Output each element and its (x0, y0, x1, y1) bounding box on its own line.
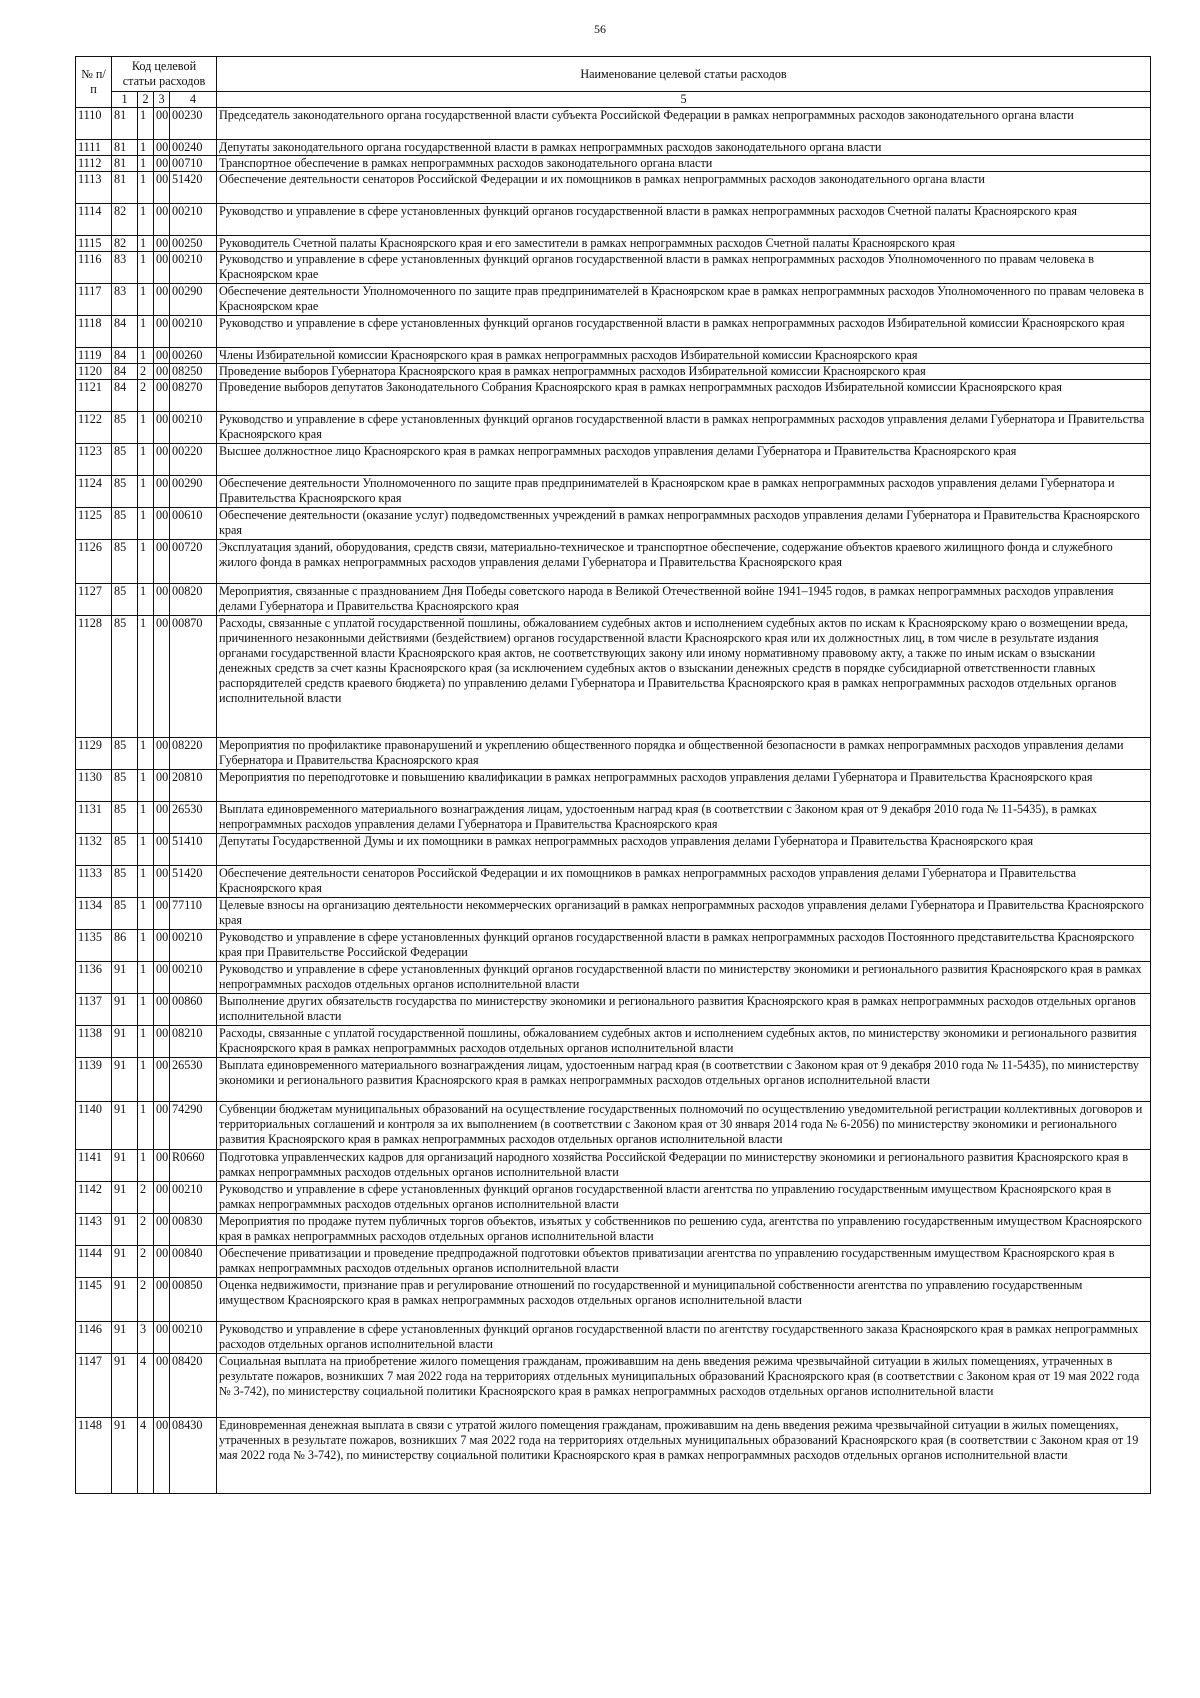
row-number: 1145 (76, 1278, 112, 1322)
row-number: 1147 (76, 1354, 112, 1418)
code-part-3: 00 (154, 412, 170, 444)
code-part-4: 26530 (170, 1058, 217, 1102)
code-part-2: 1 (138, 540, 154, 584)
code-part-4: 00290 (170, 284, 217, 316)
expense-name: Транспортное обеспечение в рамках непрограммных расходов законодательного органа власти (217, 156, 1151, 172)
code-part-2: 1 (138, 236, 154, 252)
row-number: 1124 (76, 476, 112, 508)
table-row (76, 1026, 1151, 1058)
code-part-3: 00 (154, 364, 170, 380)
code-part-4: 51420 (170, 172, 217, 204)
code-part-1: 82 (112, 204, 138, 236)
row-number: 1132 (76, 834, 112, 866)
code-part-2: 2 (138, 1278, 154, 1322)
row-number: 1148 (76, 1418, 112, 1494)
code-part-4: 00820 (170, 584, 217, 616)
budget-table (75, 56, 1151, 1494)
expense-name: Руководство и управление в сфере установленных функций органов государственной власти по агентству государственного заказа Красноярского края в рамках непрограммных расходов отдельных органов исполнительной власти (217, 1322, 1151, 1354)
code-part-4: 00210 (170, 316, 217, 348)
expense-name: Выплата единовременного материального вознаграждения лицам, удостоенным наград края (в соответствии с Законом края от 9 декабря 2010 года № 11-5435), в рамках непрограммных расходов управления делами Губернатора и Правительства Красноярского края (217, 802, 1151, 834)
code-part-3: 00 (154, 156, 170, 172)
row-number: 1129 (76, 738, 112, 770)
code-part-3: 00 (154, 444, 170, 476)
code-part-4: 74290 (170, 1102, 217, 1150)
code-part-3: 00 (154, 540, 170, 584)
code-part-3: 00 (154, 284, 170, 316)
code-part-4: 08420 (170, 1354, 217, 1418)
code-part-1: 91 (112, 1182, 138, 1214)
code-part-3: 00 (154, 1214, 170, 1246)
code-part-2: 4 (138, 1354, 154, 1418)
code-part-2: 1 (138, 1058, 154, 1102)
code-part-2: 1 (138, 284, 154, 316)
row-number: 1130 (76, 770, 112, 802)
code-part-3: 00 (154, 108, 170, 140)
row-number: 1128 (76, 616, 112, 738)
code-part-4: 00850 (170, 1278, 217, 1322)
table-row (76, 476, 1151, 508)
expense-name: Расходы, связанные с уплатой государственной пошлины, обжалованием судебных актов и исполнением судебных актов по искам к Красноярскому краю о возмещении вреда, причиненного незаконными действиями (бездействием) органов государственной власти Красноярского края или их должностных лиц, в том числе в результате издания органами государственной власти Красноярского края актов, не соответствующих закону или иному нормативному правовому акту, а также по иным искам о взыскании денежных средств за счет казны Красноярского края (за исключением судебных актов о взыскании денежных средств в порядке субсидиарной ответственности главных распорядителей средств краевого бюджета) по управлению делами Губернатора и Правительства Красноярского края в рамках непрограммных расходов отдельных органов исполнительной власти (217, 616, 1151, 738)
code-part-3: 00 (154, 1182, 170, 1214)
expense-name: Выплата единовременного материального вознаграждения лицам, удостоенным наград края (в соответствии с Законом края от 9 декабря 2010 года № 11-5435), по министерству экономики и регионального развития Красноярского края в рамках непрограммных расходов отдельных органов исполнительной власти (217, 1058, 1151, 1102)
expense-name: Обеспечение деятельности Уполномоченного по защите прав предпринимателей в Красноярском крае в рамках непрограммных расходов управления делами Губернатора и Правительства Красноярского края (217, 476, 1151, 508)
code-part-3: 00 (154, 140, 170, 156)
expense-name: Социальная выплата на приобретение жилого помещения гражданам, проживавшим на день введения режима чрезвычайной ситуации в жилых помещениях, утраченных в результате пожаров, возникших 7 мая 2022 года на территориях отдельных муниципальных образований Красноярского края (в соответствии с Законом края от 19 мая 2022 года № 3-742), по министерству социальной политики Красноярского края в рамках непрограммных расходов отдельных органов исполнительной власти (217, 1354, 1151, 1418)
code-part-1: 85 (112, 898, 138, 930)
expense-name: Мероприятия, связанные с празднованием Дня Победы советского народа в Великой Отечественной войне 1941–1945 годов, в рамках непрограммных расходов управления делами Губернатора и Правительства Красноярского края (217, 584, 1151, 616)
page-number: 56 (594, 22, 606, 36)
table-row (76, 172, 1151, 204)
code-part-3: 00 (154, 1418, 170, 1494)
row-number: 1142 (76, 1182, 112, 1214)
table-row (76, 140, 1151, 156)
code-part-3: 00 (154, 204, 170, 236)
table-row (76, 156, 1151, 172)
expense-name: Мероприятия по продаже путем публичных торгов объектов, изъятых у собственников по решению суда, агентства по управлению государственным имуществом Красноярского края в рамках непрограммных расходов отдельных органов исполнительной власти (217, 1214, 1151, 1246)
code-part-2: 1 (138, 866, 154, 898)
header-index-2: 2 (138, 92, 154, 108)
expense-name: Субвенции бюджетам муниципальных образований на осуществление государственных полномочий по осуществлению уведомительной регистрации коллективных договоров и территориальных соглашений и контроля за их выполнением (в соответствии с Законом края от 30 января 2014 года № 6-2056) по министерству экономики и регионального развития Красноярского края в рамках непрограммных расходов отдельных органов исполнительной власти (217, 1102, 1151, 1150)
row-number: 1133 (76, 866, 112, 898)
code-part-3: 00 (154, 834, 170, 866)
code-part-1: 91 (112, 1418, 138, 1494)
table-row (76, 1354, 1151, 1418)
code-part-1: 85 (112, 616, 138, 738)
row-number: 1131 (76, 802, 112, 834)
table-row (76, 866, 1151, 898)
expense-name: Высшее должностное лицо Красноярского края в рамках непрограммных расходов управления делами Губернатора и Правительства Красноярского края (217, 444, 1151, 476)
expense-name: Члены Избирательной комиссии Красноярского края в рамках непрограммных расходов Избирательной комиссии Красноярского края (217, 348, 1151, 364)
code-part-1: 85 (112, 866, 138, 898)
code-part-4: 08250 (170, 364, 217, 380)
row-number: 1120 (76, 364, 112, 380)
code-part-2: 2 (138, 1182, 154, 1214)
code-part-2: 1 (138, 204, 154, 236)
table-row (76, 962, 1151, 994)
code-part-2: 2 (138, 380, 154, 412)
expense-name: Эксплуатация зданий, оборудования, средств связи, материально-техническое и транспортное обеспечение, содержание объектов краевого жилищного фонда и служебного жилого фонда в рамках непрограммных расходов управления делами Губернатора и Правительства Красноярского края (217, 540, 1151, 584)
code-part-2: 1 (138, 584, 154, 616)
code-part-2: 1 (138, 316, 154, 348)
row-number: 1136 (76, 962, 112, 994)
expense-name: Руководство и управление в сфере установленных функций органов государственной власти в рамках непрограммных расходов Счетной палаты Красноярского края (217, 204, 1151, 236)
row-number: 1135 (76, 930, 112, 962)
expense-name: Выполнение других обязательств государства по министерству экономики и регионального развития Красноярского края в рамках непрограммных расходов отдельных органов исполнительной власти (217, 994, 1151, 1026)
code-part-3: 00 (154, 898, 170, 930)
row-number: 1119 (76, 348, 112, 364)
code-part-1: 81 (112, 140, 138, 156)
code-part-4: 00840 (170, 1246, 217, 1278)
table-row (76, 770, 1151, 802)
table-row (76, 1418, 1151, 1494)
code-part-1: 85 (112, 444, 138, 476)
code-part-2: 1 (138, 738, 154, 770)
table-row (76, 1182, 1151, 1214)
code-part-3: 00 (154, 1246, 170, 1278)
expense-name: Депутаты Государственной Думы и их помощники в рамках непрограммных расходов управления делами Губернатора и Правительства Красноярского края (217, 834, 1151, 866)
expense-name: Обеспечение деятельности Уполномоченного по защите прав предпринимателей в Красноярском крае в рамках непрограммных расходов Уполномоченного по правам человека в Красноярском крае (217, 284, 1151, 316)
expense-name: Обеспечение приватизации и проведение предпродажной подготовки объектов приватизации агентства по управлению государственным имуществом Красноярского края в рамках непрограммных расходов отдельных органов исполнительной власти (217, 1246, 1151, 1278)
code-part-4: 00220 (170, 444, 217, 476)
code-part-2: 1 (138, 140, 154, 156)
code-part-4: 00210 (170, 962, 217, 994)
code-part-1: 85 (112, 584, 138, 616)
code-part-3: 00 (154, 930, 170, 962)
code-part-2: 1 (138, 348, 154, 364)
code-part-4: 00210 (170, 412, 217, 444)
expense-name: Целевые взносы на организацию деятельности некоммерческих организаций в рамках непрограммных расходов управления делами Губернатора и Правительства Красноярского края (217, 898, 1151, 930)
expense-name: Руководство и управление в сфере установленных функций органов государственной власти в рамках непрограммных расходов Постоянного представительства Красноярского края при Правительстве Российской Федерации (217, 930, 1151, 962)
code-part-3: 00 (154, 380, 170, 412)
code-part-1: 81 (112, 156, 138, 172)
code-part-2: 1 (138, 1102, 154, 1150)
table-row (76, 364, 1151, 380)
code-part-3: 00 (154, 1278, 170, 1322)
code-part-4: 00260 (170, 348, 217, 364)
table-row (76, 316, 1151, 348)
header-row-number: № п/п (76, 57, 112, 108)
row-number: 1110 (76, 108, 112, 140)
row-number: 1139 (76, 1058, 112, 1102)
expense-name: Руководство и управление в сфере установленных функций органов государственной власти в рамках непрограммных расходов Избирательной комиссии Красноярского края (217, 316, 1151, 348)
code-part-2: 1 (138, 834, 154, 866)
code-part-1: 91 (112, 1322, 138, 1354)
code-part-4: 26530 (170, 802, 217, 834)
table-row (76, 412, 1151, 444)
expense-name: Обеспечение деятельности сенаторов Российской Федерации и их помощников в рамках непрограммных расходов управления делами Губернатора и Правительства Красноярского края (217, 866, 1151, 898)
code-part-1: 81 (112, 108, 138, 140)
code-part-4: 00210 (170, 252, 217, 284)
code-part-1: 91 (112, 994, 138, 1026)
code-part-2: 1 (138, 1150, 154, 1182)
code-part-1: 85 (112, 834, 138, 866)
code-part-2: 1 (138, 476, 154, 508)
code-part-2: 2 (138, 1214, 154, 1246)
row-number: 1134 (76, 898, 112, 930)
expense-name: Оценка недвижимости, признание прав и регулирование отношений по государственной и муниципальной собственности агентства по управлению государственным имуществом Красноярского края в рамках непрограммных расходов отдельных органов исполнительной власти (217, 1278, 1151, 1322)
table-body (76, 108, 1151, 1494)
code-part-3: 00 (154, 802, 170, 834)
row-number: 1112 (76, 156, 112, 172)
table-row (76, 1150, 1151, 1182)
code-part-3: 00 (154, 508, 170, 540)
code-part-1: 85 (112, 770, 138, 802)
expense-name: Руководство и управление в сфере установленных функций органов государственной власти по министерству экономики и регионального развития Красноярского края в рамках непрограммных расходов отдельных органов исполнительной власти (217, 962, 1151, 994)
expense-name: Проведение выборов Губернатора Красноярского края в рамках непрограммных расходов Избирательной комиссии Красноярского края (217, 364, 1151, 380)
row-number: 1127 (76, 584, 112, 616)
table-row (76, 444, 1151, 476)
code-part-4: 00710 (170, 156, 217, 172)
header-index-1: 1 (112, 92, 138, 108)
code-part-4: 00210 (170, 1182, 217, 1214)
code-part-2: 1 (138, 412, 154, 444)
row-number: 1138 (76, 1026, 112, 1058)
code-part-4: 00210 (170, 1322, 217, 1354)
row-number: 1113 (76, 172, 112, 204)
code-part-1: 91 (112, 1246, 138, 1278)
header-index-5: 5 (217, 92, 1151, 108)
code-part-1: 83 (112, 252, 138, 284)
code-part-3: 00 (154, 770, 170, 802)
expense-name: Председатель законодательного органа государственной власти субъекта Российской Федерации в рамках непрограммных расходов законодательного органа власти (217, 108, 1151, 140)
code-part-3: 00 (154, 1058, 170, 1102)
code-part-3: 00 (154, 962, 170, 994)
code-part-1: 84 (112, 364, 138, 380)
row-number: 1117 (76, 284, 112, 316)
row-number: 1141 (76, 1150, 112, 1182)
code-part-4: 00860 (170, 994, 217, 1026)
expense-name: Депутаты законодательного органа государственной власти в рамках непрограммных расходов законодательного органа власти (217, 140, 1151, 156)
expense-name: Руководство и управление в сфере установленных функций органов государственной власти в рамках непрограммных расходов управления делами Губернатора и Правительства Красноярского края (217, 412, 1151, 444)
code-part-2: 4 (138, 1418, 154, 1494)
code-part-1: 91 (112, 1102, 138, 1150)
row-number: 1118 (76, 316, 112, 348)
table-row (76, 508, 1151, 540)
code-part-2: 1 (138, 994, 154, 1026)
code-part-2: 1 (138, 1026, 154, 1058)
table-row (76, 738, 1151, 770)
table-row (76, 802, 1151, 834)
code-part-4: 08220 (170, 738, 217, 770)
code-part-1: 85 (112, 476, 138, 508)
code-part-2: 1 (138, 108, 154, 140)
code-part-2: 1 (138, 770, 154, 802)
row-number: 1146 (76, 1322, 112, 1354)
code-part-1: 81 (112, 172, 138, 204)
code-part-4: 00610 (170, 508, 217, 540)
table-row (76, 1058, 1151, 1102)
expense-name: Руководство и управление в сфере установленных функций органов государственной власти агентства по управлению государственным имуществом Красноярского края в рамках непрограммных расходов отдельных органов исполнительной власти (217, 1182, 1151, 1214)
code-part-4: 00290 (170, 476, 217, 508)
code-part-1: 91 (112, 1278, 138, 1322)
row-number: 1140 (76, 1102, 112, 1150)
table-row (76, 540, 1151, 584)
code-part-2: 1 (138, 444, 154, 476)
code-part-2: 1 (138, 616, 154, 738)
code-part-2: 3 (138, 1322, 154, 1354)
code-part-3: 00 (154, 1102, 170, 1150)
code-part-4: 00830 (170, 1214, 217, 1246)
expense-name: Единовременная денежная выплата в связи с утратой жилого помещения гражданам, проживавшим на день введения режима чрезвычайной ситуации в жилых помещениях, утраченных в результате пожаров, возникших 7 мая 2022 года на территориях отдельных муниципальных образований Красноярского края (в соответствии с Законом края от 19 мая 2022 года № 3-742), по министерству социальной политики Красноярского края в рамках непрограммных расходов отдельных органов исполнительной власти (217, 1418, 1151, 1494)
code-part-3: 00 (154, 1322, 170, 1354)
code-part-1: 82 (112, 236, 138, 252)
code-part-4: 20810 (170, 770, 217, 802)
table-row (76, 252, 1151, 284)
code-part-2: 1 (138, 156, 154, 172)
code-part-3: 00 (154, 994, 170, 1026)
expense-name: Расходы, связанные с уплатой государственной пошлины, обжалованием судебных актов и исполнением судебных актов, по министерству экономики и регионального развития Красноярского края в рамках непрограммных расходов отдельных органов исполнительной власти (217, 1026, 1151, 1058)
code-part-4: 51410 (170, 834, 217, 866)
expense-name: Руководство и управление в сфере установленных функций органов государственной власти в рамках непрограммных расходов Уполномоченного по правам человека в Красноярском крае (217, 252, 1151, 284)
row-number: 1121 (76, 380, 112, 412)
code-part-1: 85 (112, 540, 138, 584)
header-index-3: 3 (154, 92, 170, 108)
code-part-3: 00 (154, 738, 170, 770)
expense-name: Обеспечение деятельности (оказание услуг) подведомственных учреждений в рамках непрограммных расходов управления делами Губернатора и Правительства Красноярского края (217, 508, 1151, 540)
table-row (76, 348, 1151, 364)
code-part-4: 00230 (170, 108, 217, 140)
code-part-1: 91 (112, 1354, 138, 1418)
code-part-3: 00 (154, 866, 170, 898)
table-row (76, 236, 1151, 252)
code-part-4: 00720 (170, 540, 217, 584)
code-part-1: 91 (112, 1214, 138, 1246)
code-part-4: 08270 (170, 380, 217, 412)
code-part-4: 51420 (170, 866, 217, 898)
table-row (76, 284, 1151, 316)
code-part-2: 1 (138, 898, 154, 930)
code-part-3: 00 (154, 616, 170, 738)
table-row (76, 898, 1151, 930)
code-part-2: 1 (138, 930, 154, 962)
code-part-3: 00 (154, 252, 170, 284)
code-part-1: 85 (112, 738, 138, 770)
code-part-4: 08210 (170, 1026, 217, 1058)
table-row (76, 204, 1151, 236)
header-name: Наименование целевой статьи расходов (217, 57, 1151, 92)
code-part-1: 91 (112, 1150, 138, 1182)
table-row (76, 1246, 1151, 1278)
code-part-4: 00250 (170, 236, 217, 252)
code-part-3: 00 (154, 348, 170, 364)
table-row (76, 616, 1151, 738)
row-number: 1123 (76, 444, 112, 476)
table-row (76, 1214, 1151, 1246)
code-part-1: 85 (112, 412, 138, 444)
table-row (76, 584, 1151, 616)
code-part-4: 08430 (170, 1418, 217, 1494)
row-number: 1126 (76, 540, 112, 584)
code-part-1: 91 (112, 1026, 138, 1058)
code-part-2: 2 (138, 364, 154, 380)
code-part-1: 91 (112, 1058, 138, 1102)
expense-name: Руководитель Счетной палаты Красноярского края и его заместители в рамках непрограммных расходов Счетной палаты Красноярского края (217, 236, 1151, 252)
table-row (76, 108, 1151, 140)
code-part-4: 00210 (170, 930, 217, 962)
expense-name: Подготовка управленческих кадров для организаций народного хозяйства Российской Федерации по министерству экономики и регионального развития Красноярского края в рамках непрограммных расходов отдельных органов исполнительной власти (217, 1150, 1151, 1182)
row-number: 1122 (76, 412, 112, 444)
row-number: 1116 (76, 252, 112, 284)
row-number: 1115 (76, 236, 112, 252)
table-row (76, 1278, 1151, 1322)
expense-name: Обеспечение деятельности сенаторов Российской Федерации и их помощников в рамках непрограммных расходов законодательного органа власти (217, 172, 1151, 204)
code-part-2: 1 (138, 802, 154, 834)
code-part-1: 91 (112, 962, 138, 994)
code-part-1: 84 (112, 348, 138, 364)
code-part-1: 84 (112, 380, 138, 412)
table-row (76, 834, 1151, 866)
code-part-2: 1 (138, 252, 154, 284)
code-part-1: 86 (112, 930, 138, 962)
table-row (76, 380, 1151, 412)
expense-name: Мероприятия по переподготовке и повышению квалификации в рамках непрограммных расходов управления делами Губернатора и Правительства Красноярского края (217, 770, 1151, 802)
code-part-4: 00240 (170, 140, 217, 156)
table-row (76, 930, 1151, 962)
code-part-3: 00 (154, 1026, 170, 1058)
code-part-2: 2 (138, 1246, 154, 1278)
row-number: 1144 (76, 1246, 112, 1278)
code-part-3: 00 (154, 236, 170, 252)
row-number: 1143 (76, 1214, 112, 1246)
code-part-4: 00210 (170, 204, 217, 236)
table-row (76, 1102, 1151, 1150)
header-code: Код целевой статьи расходов (112, 57, 217, 92)
table-row (76, 1322, 1151, 1354)
header-index-4: 4 (170, 92, 217, 108)
code-part-2: 1 (138, 962, 154, 994)
code-part-3: 00 (154, 584, 170, 616)
code-part-1: 83 (112, 284, 138, 316)
row-number: 1111 (76, 140, 112, 156)
code-part-4: 00870 (170, 616, 217, 738)
code-part-4: R0660 (170, 1150, 217, 1182)
code-part-1: 85 (112, 508, 138, 540)
code-part-4: 77110 (170, 898, 217, 930)
code-part-3: 00 (154, 172, 170, 204)
code-part-2: 1 (138, 172, 154, 204)
row-number: 1137 (76, 994, 112, 1026)
code-part-2: 1 (138, 508, 154, 540)
row-number: 1114 (76, 204, 112, 236)
code-part-1: 84 (112, 316, 138, 348)
code-part-3: 00 (154, 316, 170, 348)
row-number: 1125 (76, 508, 112, 540)
expense-name: Мероприятия по профилактике правонарушений и укреплению общественного порядка и общественной безопасности в рамках непрограммных расходов управления делами Губернатора и Правительства Красноярского края (217, 738, 1151, 770)
code-part-1: 85 (112, 802, 138, 834)
expense-name: Проведение выборов депутатов Законодательного Собрания Красноярского края в рамках непрограммных расходов Избирательной комиссии Красноярского края (217, 380, 1151, 412)
code-part-3: 00 (154, 1150, 170, 1182)
table-row (76, 994, 1151, 1026)
code-part-3: 00 (154, 476, 170, 508)
code-part-3: 00 (154, 1354, 170, 1418)
